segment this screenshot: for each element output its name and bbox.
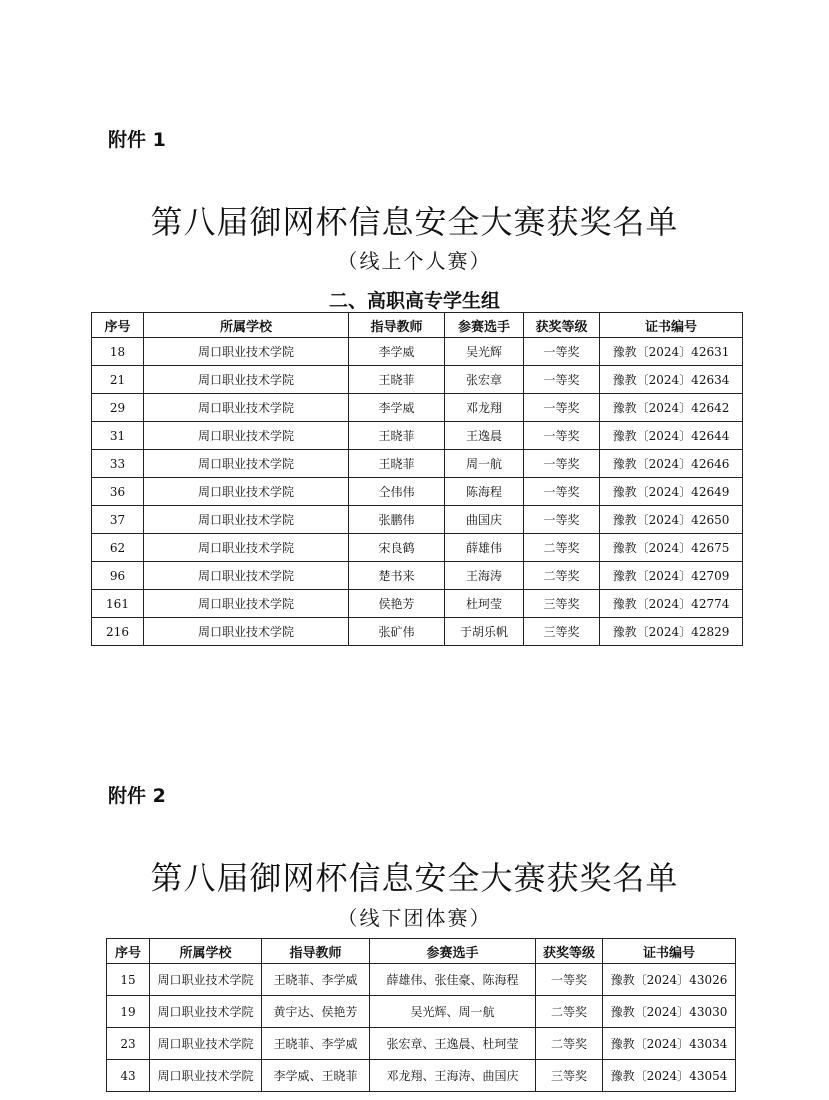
teacher-cell: 王晓菲 <box>349 366 445 394</box>
school-cell: 周口职业技术学院 <box>144 366 349 394</box>
school-cell: 周口职业技术学院 <box>144 478 349 506</box>
header-cell: 参赛选手 <box>445 313 524 338</box>
table-row <box>92 422 743 450</box>
award-level-cell: 三等奖 <box>536 1060 603 1092</box>
contestant-cell: 吴光辉、周一航 <box>370 996 536 1028</box>
award-level-cell: 二等奖 <box>536 996 603 1028</box>
school-cell: 周口职业技术学院 <box>144 338 349 366</box>
award-level-cell: 三等奖 <box>524 618 600 646</box>
seq-cell: 15 <box>107 964 150 996</box>
table-row <box>107 996 736 1028</box>
seq-cell: 62 <box>92 534 144 562</box>
award-level-cell: 一等奖 <box>524 478 600 506</box>
header-cell: 获奖等级 <box>524 313 600 338</box>
table-row <box>92 394 743 422</box>
page-subtitle: （线下团体赛） <box>337 906 492 930</box>
header-cell: 所属学校 <box>144 313 349 338</box>
contestant-cell: 张宏章、王逸晨、杜珂莹 <box>370 1028 536 1060</box>
teacher-cell: 楚书来 <box>349 562 445 590</box>
award-level-cell: 一等奖 <box>524 338 600 366</box>
certificate-cell: 豫教〔2024〕43054 <box>603 1060 736 1092</box>
teacher-cell: 王晓菲 <box>349 422 445 450</box>
contestant-cell: 杜珂莹 <box>445 590 524 618</box>
seq-cell: 18 <box>92 338 144 366</box>
certificate-cell: 豫教〔2024〕42774 <box>600 590 743 618</box>
seq-cell: 161 <box>92 590 144 618</box>
school-cell: 周口职业技术学院 <box>144 422 349 450</box>
seq-cell: 36 <box>92 478 144 506</box>
contestant-cell: 薛雄伟、张佳豪、陈海程 <box>370 964 536 996</box>
teacher-cell: 李学威、王晓菲 <box>262 1060 370 1092</box>
school-cell: 周口职业技术学院 <box>144 394 349 422</box>
seq-cell: 29 <box>92 394 144 422</box>
award-level-cell: 一等奖 <box>524 394 600 422</box>
contestant-cell: 吴光辉 <box>445 338 524 366</box>
award-level-cell: 二等奖 <box>536 1028 603 1060</box>
award-level-cell: 一等奖 <box>524 366 600 394</box>
awards-table-individual <box>91 312 743 646</box>
certificate-cell: 豫教〔2024〕42649 <box>600 478 743 506</box>
school-cell: 周口职业技术学院 <box>144 618 349 646</box>
contestant-cell: 王逸晨 <box>445 422 524 450</box>
seq-cell: 19 <box>107 996 150 1028</box>
teacher-cell: 仝伟伟 <box>349 478 445 506</box>
teacher-cell: 张矿伟 <box>349 618 445 646</box>
teacher-cell: 侯艳芳 <box>349 590 445 618</box>
award-level-cell: 二等奖 <box>524 562 600 590</box>
header-cell: 序号 <box>92 313 144 338</box>
school-cell: 周口职业技术学院 <box>150 1060 262 1092</box>
teacher-cell: 宋良鹤 <box>349 534 445 562</box>
certificate-cell: 豫教〔2024〕43034 <box>603 1028 736 1060</box>
certificate-cell: 豫教〔2024〕42650 <box>600 506 743 534</box>
school-cell: 周口职业技术学院 <box>144 506 349 534</box>
teacher-cell: 王晓菲、李学威 <box>262 1028 370 1060</box>
certificate-cell: 豫教〔2024〕42709 <box>600 562 743 590</box>
awards-table-team <box>106 938 736 1092</box>
certificate-cell: 豫教〔2024〕42644 <box>600 422 743 450</box>
table-row <box>92 366 743 394</box>
header-cell: 指导教师 <box>349 313 445 338</box>
school-cell: 周口职业技术学院 <box>150 1028 262 1060</box>
contestant-cell: 王海涛 <box>445 562 524 590</box>
school-cell: 周口职业技术学院 <box>144 590 349 618</box>
attachment-label: 附件 1 <box>108 129 166 151</box>
table-row <box>92 618 743 646</box>
contestant-cell: 陈海程 <box>445 478 524 506</box>
award-level-cell: 三等奖 <box>524 590 600 618</box>
header-cell: 指导教师 <box>262 939 370 964</box>
table-header-row <box>107 939 736 964</box>
page-subtitle: （线上个人赛） <box>337 249 492 273</box>
seq-cell: 43 <box>107 1060 150 1092</box>
contestant-cell: 曲国庆 <box>445 506 524 534</box>
seq-cell: 216 <box>92 618 144 646</box>
table-row <box>92 450 743 478</box>
school-cell: 周口职业技术学院 <box>150 964 262 996</box>
table-row <box>92 562 743 590</box>
header-cell: 参赛选手 <box>370 939 536 964</box>
award-level-cell: 二等奖 <box>524 534 600 562</box>
seq-cell: 21 <box>92 366 144 394</box>
seq-cell: 31 <box>92 422 144 450</box>
certificate-cell: 豫教〔2024〕42646 <box>600 450 743 478</box>
header-cell: 获奖等级 <box>536 939 603 964</box>
contestant-cell: 薛雄伟 <box>445 534 524 562</box>
table-row <box>92 534 743 562</box>
table-row <box>92 506 743 534</box>
table-row <box>92 478 743 506</box>
page-title: 第八届御网杯信息安全大赛获奖名单 <box>150 203 679 241</box>
school-cell: 周口职业技术学院 <box>144 534 349 562</box>
seq-cell: 33 <box>92 450 144 478</box>
header-cell: 证书编号 <box>600 313 743 338</box>
certificate-cell: 豫教〔2024〕42634 <box>600 366 743 394</box>
school-cell: 周口职业技术学院 <box>144 562 349 590</box>
contestant-cell: 张宏章 <box>445 366 524 394</box>
contestant-cell: 周一航 <box>445 450 524 478</box>
school-cell: 周口职业技术学院 <box>144 450 349 478</box>
attachment-label: 附件 2 <box>108 785 166 807</box>
award-level-cell: 一等奖 <box>524 506 600 534</box>
table-row <box>107 1060 736 1092</box>
table-row <box>92 338 743 366</box>
header-cell: 序号 <box>107 939 150 964</box>
table-row <box>92 590 743 618</box>
teacher-cell: 王晓菲、李学威 <box>262 964 370 996</box>
teacher-cell: 张鹏伟 <box>349 506 445 534</box>
header-cell: 证书编号 <box>603 939 736 964</box>
seq-cell: 37 <box>92 506 144 534</box>
certificate-cell: 豫教〔2024〕42675 <box>600 534 743 562</box>
seq-cell: 23 <box>107 1028 150 1060</box>
certificate-cell: 豫教〔2024〕43030 <box>603 996 736 1028</box>
certificate-cell: 豫教〔2024〕42829 <box>600 618 743 646</box>
seq-cell: 96 <box>92 562 144 590</box>
contestant-cell: 邓龙翔 <box>445 394 524 422</box>
teacher-cell: 李学威 <box>349 394 445 422</box>
header-cell: 所属学校 <box>150 939 262 964</box>
certificate-cell: 豫教〔2024〕42642 <box>600 394 743 422</box>
table-header-row <box>92 313 743 338</box>
teacher-cell: 李学威 <box>349 338 445 366</box>
group-heading: 二、高职高专学生组 <box>328 290 500 312</box>
teacher-cell: 黄宇达、侯艳芳 <box>262 996 370 1028</box>
contestant-cell: 邓龙翔、王海涛、曲国庆 <box>370 1060 536 1092</box>
teacher-cell: 王晓菲 <box>349 450 445 478</box>
school-cell: 周口职业技术学院 <box>150 996 262 1028</box>
certificate-cell: 豫教〔2024〕42631 <box>600 338 743 366</box>
contestant-cell: 于胡乐帆 <box>445 618 524 646</box>
table-row <box>107 964 736 996</box>
page-title: 第八届御网杯信息安全大赛获奖名单 <box>150 859 679 897</box>
award-level-cell: 一等奖 <box>524 450 600 478</box>
award-level-cell: 一等奖 <box>524 422 600 450</box>
table-row <box>107 1028 736 1060</box>
certificate-cell: 豫教〔2024〕43026 <box>603 964 736 996</box>
award-level-cell: 一等奖 <box>536 964 603 996</box>
